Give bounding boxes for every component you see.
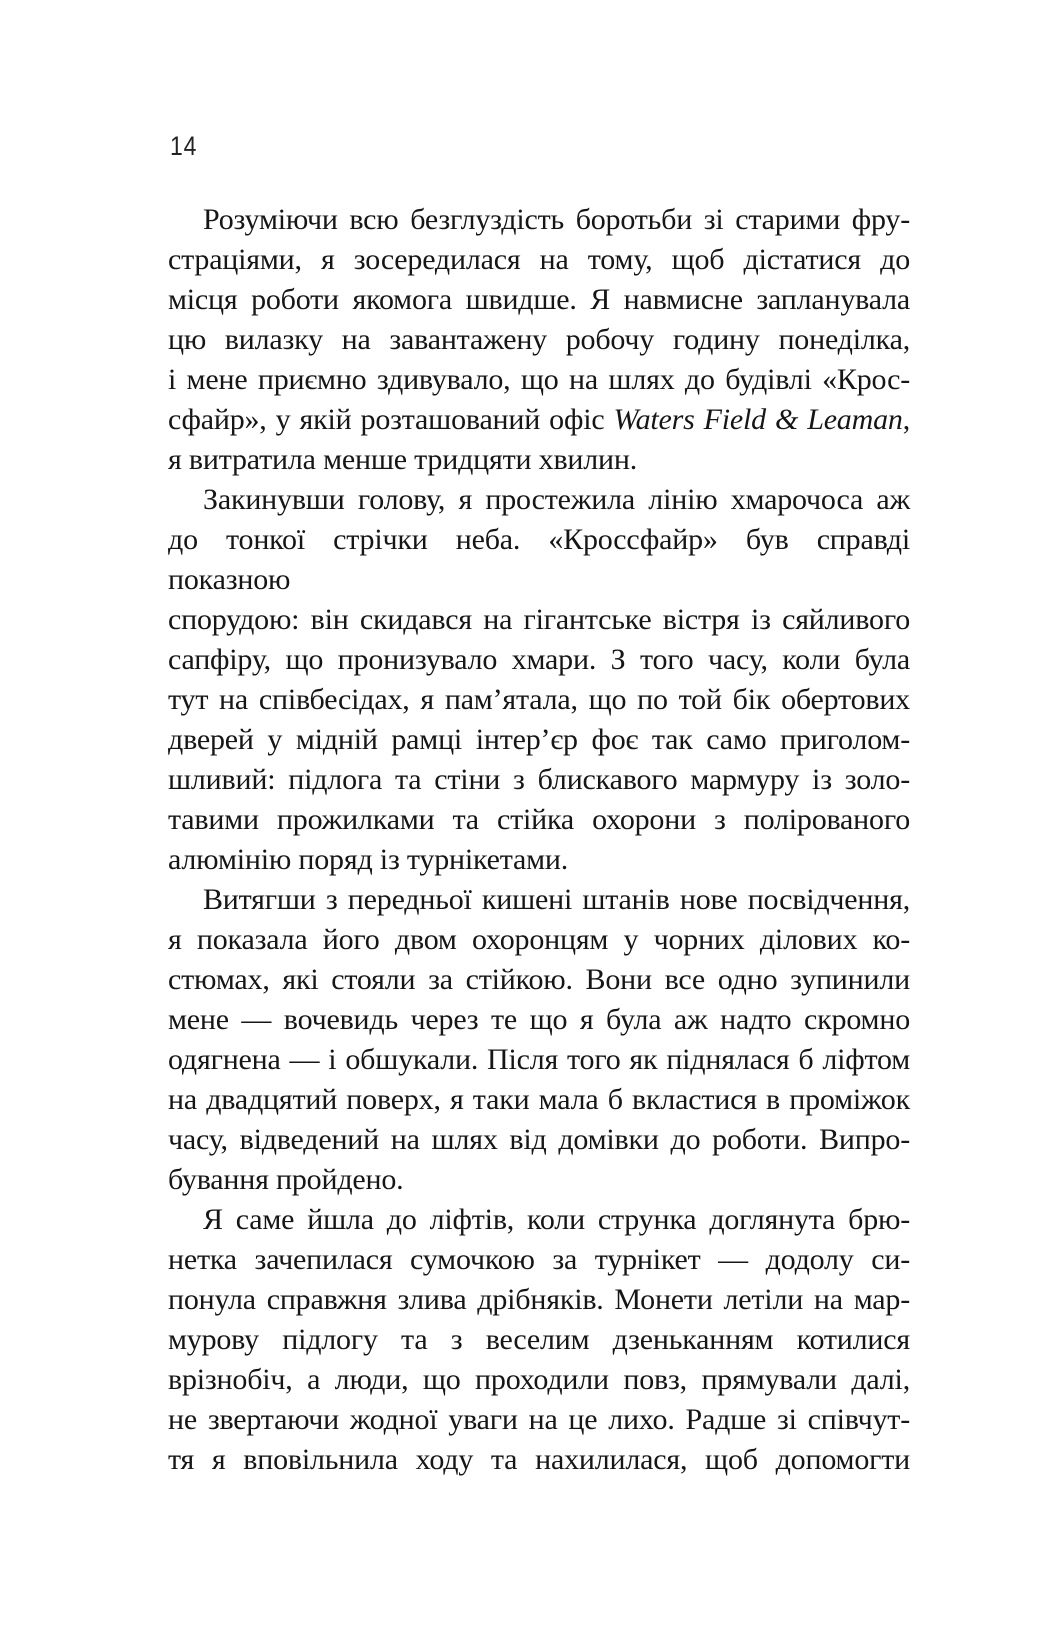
text-line: понула справжня злива дрібняків. Монети летіли на мар- <box>168 1283 910 1316</box>
paragraph <box>168 880 910 1200</box>
text-line <box>168 400 910 440</box>
text-line: Закинувши голову, я простежила лінію хмарочоса аж <box>203 483 910 516</box>
text-line: Розуміючи всю безглуздість боротьби зі старими фру- <box>203 203 910 236</box>
text-line: часу, відведений на шлях від домівки до роботи. Випро- <box>168 1123 910 1156</box>
text-line: я показала його двом охоронцям у чорних ділових ко- <box>168 923 910 956</box>
text-line: бування пройдено. <box>168 1163 404 1196</box>
text-line: тавими прожилками та стійка охорони з полірованого <box>168 803 910 836</box>
text-line: на двадцятий поверх, я таки мала б вкластися в проміжок <box>168 1083 910 1116</box>
text-line: шливий: підлога та стіни з блискавого мармуру із золо- <box>168 763 910 796</box>
text-line: алюмінію поряд із турнікетами. <box>168 843 569 876</box>
text-line: спорудою: він скидався на гігантське вістря із сяйливого <box>168 603 910 636</box>
text-line: врізнобіч, а люди, що проходили повз, прямували далі, <box>168 1363 910 1396</box>
text-line: я витратила менше тридцяти хвилин. <box>168 443 638 476</box>
text-line: місця роботи якомога швидше. Я навмисне запланувала <box>168 283 910 316</box>
text-line: не звертаючи жодної уваги на це лихо. Радше зі співчут- <box>168 1403 910 1436</box>
text-line: цю вилазку на завантажену робочу годину понеділка, <box>168 323 910 356</box>
italic-firm-name: Waters Field & Leaman <box>613 403 903 436</box>
text-line: одягнена — і обшукали. Після того як піднялася б ліфтом <box>168 1043 910 1076</box>
page-number: 14 <box>170 131 198 161</box>
text-line: сапфіру, що пронизувало хмари. З того часу, коли була <box>168 643 910 676</box>
page-text <box>168 200 910 1480</box>
text-line: Витягши з передньої кишені штанів нове посвідчення, <box>203 883 910 916</box>
text-line: нетка зачепилася сумочкою за турнікет — додолу си- <box>168 1243 910 1276</box>
paragraph <box>168 1200 910 1480</box>
text-line: і мене приємно здивувало, що на шлях до будівлі «Крос- <box>168 363 910 396</box>
paragraph <box>168 480 910 880</box>
text-segment: сфайр», у якій розташований офіс <box>168 403 614 436</box>
text-line: до тонкої стрічки неба. «Кроссфайр» був справді показною <box>168 523 910 596</box>
paragraph <box>168 200 910 480</box>
text-segment: , <box>902 403 910 436</box>
text-line: тут на співбесідах, я пам’ятала, що по той бік обертових <box>168 683 910 716</box>
text-line: стюмах, які стояли за стійкою. Вони все одно зупинили <box>168 963 910 996</box>
text-line: дверей у мідній рамці інтер’єр фоє так само приголом- <box>168 723 910 756</box>
text-line: мене — вочевидь через те що я була аж надто скромно <box>168 1003 910 1036</box>
text-line: Я саме йшла до ліфтів, коли струнка доглянута брю- <box>203 1203 910 1236</box>
text-line: мурову підлогу та з веселим дзеньканням котилися <box>168 1323 910 1356</box>
text-line: страціями, я зосередилася на тому, щоб дістатися до <box>168 243 910 276</box>
text-line: тя я вповільнила ходу та нахилилася, щоб допомогти <box>168 1443 910 1476</box>
